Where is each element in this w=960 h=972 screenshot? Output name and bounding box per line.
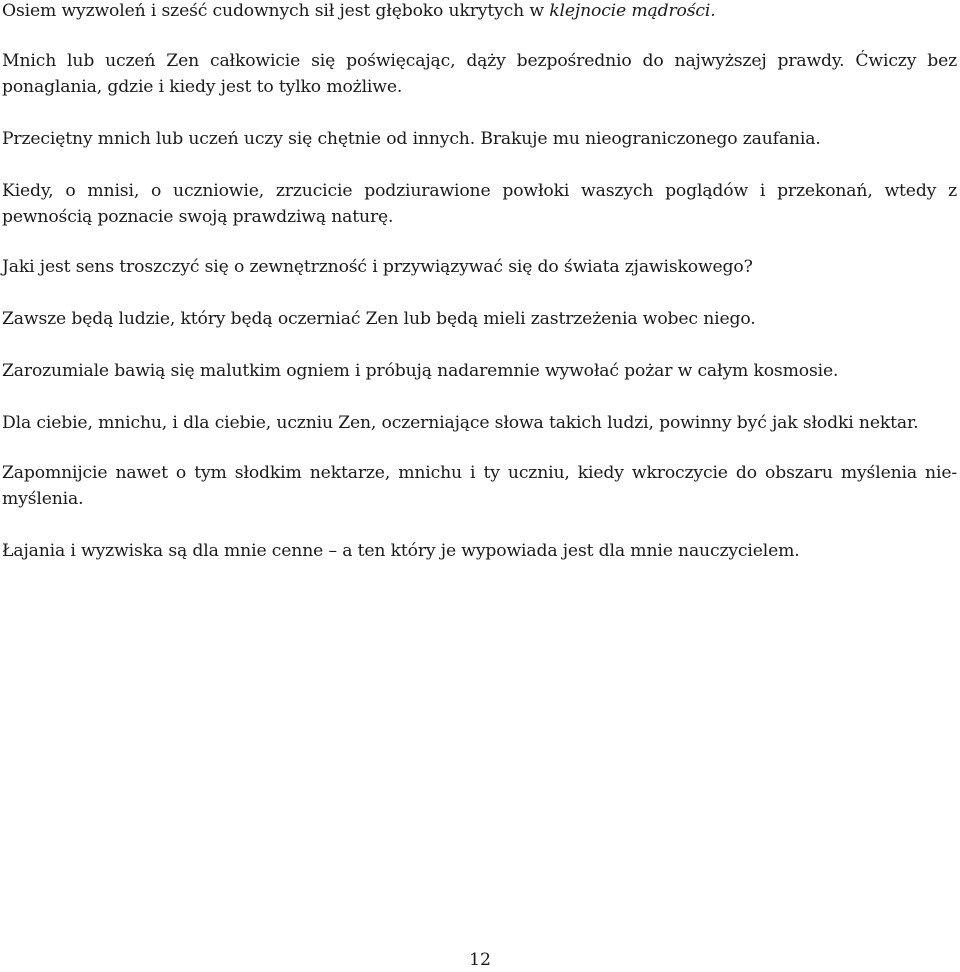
paragraph-7: Zarozumiale bawią się malutkim ogniem i próbują nadaremnie wywołać pożar w całym kosmosie. xyxy=(2,361,839,381)
paragraph-4: Kiedy, o mnisi, o uczniowie, zrzucicie podziurawione powłoki waszych poglądów i przekonań, wtedy z pewnością poznacie swoją prawdziwą naturę. xyxy=(2,181,957,227)
paragraph-6: Zawsze będą ludzie, który będą oczerniać Zen lub będą mieli zastrzeżenia wobec niego. xyxy=(2,309,756,329)
paragraph-1-text: Osiem wyzwoleń i sześć cudownych sił jest głęboko ukrytych w xyxy=(2,1,550,21)
paragraph-2: Mnich lub uczeń Zen całkowicie się poświęcając, dąży bezpośrednio do najwyższej prawdy. Ćwiczy bez ponaglania, gdzie i kiedy jest to tylko możliwe. xyxy=(2,51,957,97)
paragraph-9: Zapomnijcie nawet o tym słodkim nektarze, mnichu i ty uczniu, kiedy wkroczycie do obszaru myślenia nie-myślenia. xyxy=(2,463,957,509)
paragraph-10: Łajania i wyzwiska są dla mnie cenne – a ten który je wypowiada jest dla mnie nauczycielem. xyxy=(2,541,800,561)
paragraph-8: Dla ciebie, mnichu, i dla ciebie, uczniu Zen, oczerniające słowa takich ludzi, powinny być jak słodki nektar. xyxy=(2,413,919,433)
paragraph-5: Jaki jest sens troszczyć się o zewnętrzność i przywiązywać się do świata zjawiskowego? xyxy=(2,257,753,277)
paragraph-3: Przeciętny mnich lub uczeń uczy się chętnie od innych. Brakuje mu nieograniczonego zaufania. xyxy=(2,129,821,149)
paragraph-1 xyxy=(2,0,957,24)
paragraph-1-emphasis: klejnocie mądrości. xyxy=(549,1,716,21)
page-number: 12 xyxy=(469,950,491,970)
